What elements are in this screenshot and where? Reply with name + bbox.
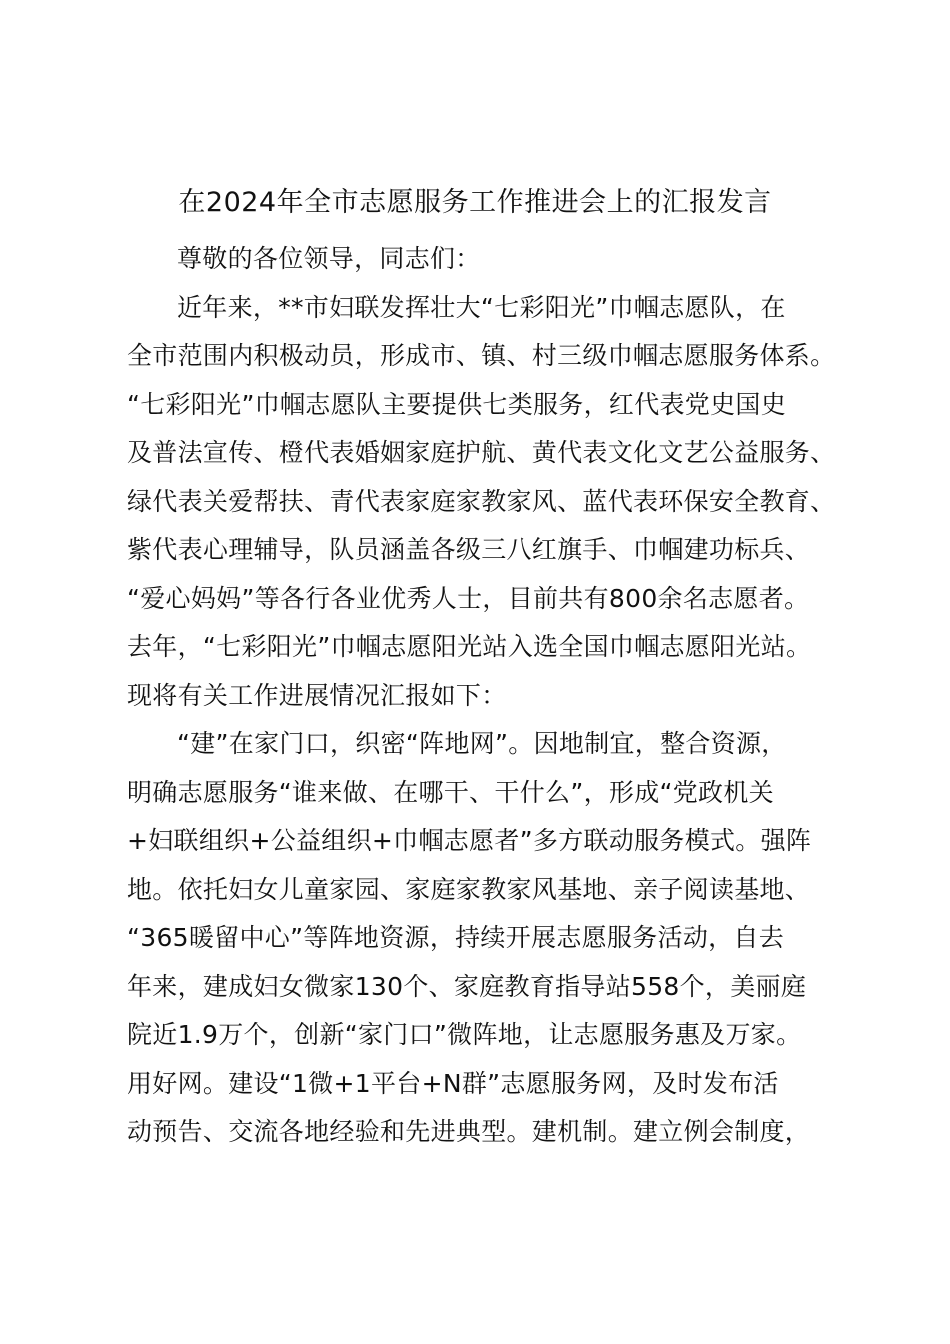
paragraph-line: +妇联组织+公益组织+巾帼志愿者”多方联动服务模式。强阵 xyxy=(127,826,812,855)
paragraph-line: 全市范围内积极动员，形成市、镇、村三级巾帼志愿服务体系。 xyxy=(127,341,836,370)
paragraph-line: 地。依托妇女儿童家园、家庭家教家风基地、亲子阅读基地、 xyxy=(127,874,811,904)
paragraph-line: 去年，“七彩阳光”巾帼志愿阳光站入选全国巾帼志愿阳光站。 xyxy=(127,632,812,661)
salutation-line: 尊敬的各位领导，同志们： xyxy=(177,244,481,273)
paragraph-line: 及普法宣传、橙代表婚姻家庭护航、黄代表文化文艺公益服务、 xyxy=(127,438,836,467)
paragraph-line: “七彩阳光”巾帼志愿队主要提供七类服务，红代表党史国史 xyxy=(127,389,787,419)
document-body xyxy=(127,235,845,1157)
paragraph-line: 年来，建成妇女微家130个、家庭教育指导站558个，美丽庭 xyxy=(127,971,807,1001)
paragraph-line: 紫代表心理辅导，队员涵盖各级三八红旗手、巾帼建功标兵、 xyxy=(127,535,811,564)
paragraph-line: “爱心妈妈”等各行各业优秀人士，目前共有800余名志愿者。 xyxy=(127,583,810,613)
paragraph-line: “建”在家门口，织密“阵地网”。因地制宜，整合资源， xyxy=(177,729,787,758)
paragraph-line: 绿代表关爱帮扶、青代表家庭家教家风、蓝代表环保安全教育、 xyxy=(127,486,836,516)
paragraph-line: 现将有关工作进展情况汇报如下： xyxy=(127,680,507,710)
paragraph-line: 近年来，**市妇联发挥壮大“七彩阳光”巾帼志愿队，在 xyxy=(177,292,786,322)
paragraph-line: “365暖留中心”等阵地资源，持续开展志愿服务活动，自去 xyxy=(127,923,785,952)
paragraph-line: 明确志愿服务“谁来做、在哪干、干什么”，形成“党政机关 xyxy=(127,777,774,807)
document-title: 在2024年全市志愿服务工作推进会上的汇报发言 xyxy=(178,187,772,218)
paragraph-line: 动预告、交流各地经验和先进典型。建机制。建立例会制度， xyxy=(127,1117,811,1146)
paragraph-line: 院近1.9万个，创新“家门口”微阵地，让志愿服务惠及万家。 xyxy=(127,1020,802,1049)
paragraph-line: 用好网。建设“1微+1平台+N群”志愿服务网，及时发布活 xyxy=(127,1068,779,1098)
